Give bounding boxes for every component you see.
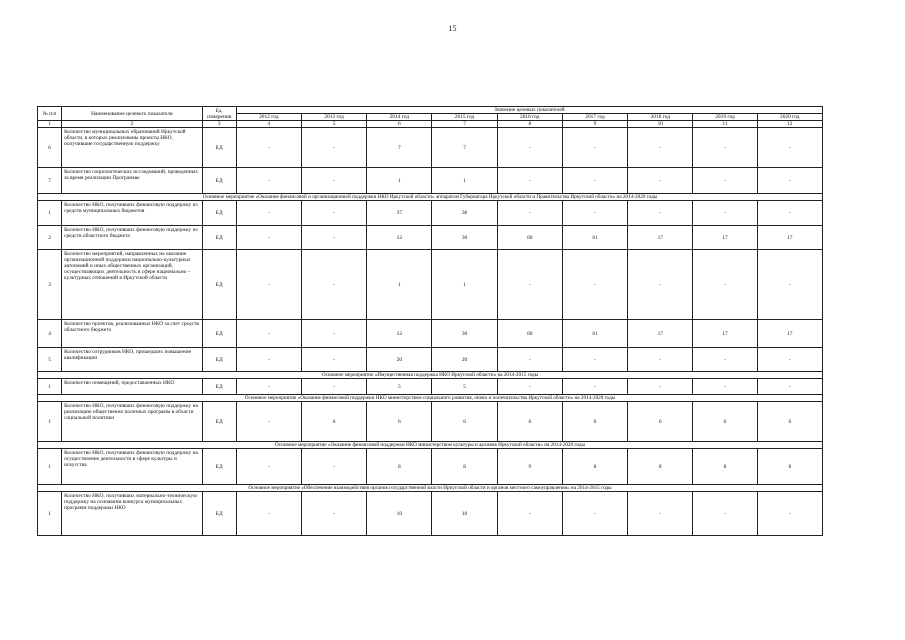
value-cell: - <box>693 492 757 536</box>
value-cell: 10 <box>432 492 497 536</box>
value-cell: 60 <box>497 320 562 348</box>
value-cell: - <box>497 250 562 320</box>
value-cell: 10 <box>367 492 432 536</box>
table-row <box>38 379 823 395</box>
value-cell: 6 <box>757 402 822 442</box>
value-cell: - <box>301 226 366 250</box>
section-row <box>38 395 823 402</box>
value-cell: - <box>236 348 301 372</box>
value-cell: - <box>497 128 562 168</box>
value-cell: 8 <box>693 449 757 485</box>
indicator-name: Количество НКО, получивших финансовую поддержку на реализацию общественно полезных программ в области социальной политики <box>62 402 203 442</box>
table-row <box>38 128 823 168</box>
header-values-title: Значение целевых показателей <box>236 107 822 114</box>
year-header-cell: 2017 год <box>562 114 627 121</box>
value-cell: - <box>628 492 693 536</box>
unit-cell: ЕД <box>202 449 236 485</box>
index-row <box>38 121 823 128</box>
row-number: 1 <box>38 492 62 536</box>
unit-cell: ЕД <box>202 492 236 536</box>
value-cell: - <box>301 379 366 395</box>
value-cell: 61 <box>562 226 627 250</box>
unit-cell: ЕД <box>202 128 236 168</box>
indicator-name: Количество НКО, получивших финансовую поддержку из средств областного бюджета <box>62 226 203 250</box>
value-cell: - <box>693 201 757 226</box>
value-cell: 17 <box>693 226 757 250</box>
value-cell: 17 <box>757 226 822 250</box>
table-row <box>38 402 823 442</box>
value-cell: - <box>628 201 693 226</box>
value-cell: - <box>562 348 627 372</box>
value-cell: 20 <box>432 348 497 372</box>
unit-cell: ЕД <box>202 379 236 395</box>
value-cell: - <box>693 250 757 320</box>
value-cell: - <box>301 449 366 485</box>
targets-table <box>37 106 823 536</box>
unit-cell: ЕД <box>202 320 236 348</box>
value-cell: - <box>757 201 822 226</box>
value-cell: 61 <box>562 320 627 348</box>
value-cell: - <box>497 492 562 536</box>
indicator-name: Количество НКО, получивших финансовую поддержку из средств муниципальных бюджетов <box>62 201 203 226</box>
value-cell: 17 <box>693 320 757 348</box>
indicator-name: Количество мероприятий, направленных на оказание организационной поддержки национально-культурных автономий и иных общественных организаций, осуществляющих деятельность в сфере национально – культурных отношений в Иркутской области <box>62 250 203 320</box>
index-cell: 8 <box>497 121 562 128</box>
index-cell: 10 <box>628 121 693 128</box>
row-number: 1 <box>38 449 62 485</box>
row-number: 2 <box>38 226 62 250</box>
value-cell: 17 <box>628 320 693 348</box>
value-cell: - <box>562 492 627 536</box>
value-cell: - <box>301 250 366 320</box>
value-cell: 17 <box>628 226 693 250</box>
table-row <box>38 226 823 250</box>
value-cell: 1 <box>367 168 432 194</box>
value-cell: - <box>757 168 822 194</box>
header-row <box>38 107 823 114</box>
section-title: Основное мероприятие «Оказание финансовой поддержки НКО министерством культуры и архивов Иркутской области» на 2014-2020 годы <box>38 442 823 449</box>
value-cell: 9 <box>497 449 562 485</box>
table-row <box>38 492 823 536</box>
indicator-name: Количество НКО, получивших финансовую поддержку на осуществление деятельности в сфере культуры и искусства <box>62 449 203 485</box>
value-cell: 38 <box>432 201 497 226</box>
row-number: 5 <box>38 348 62 372</box>
value-cell: - <box>497 348 562 372</box>
value-cell: 8 <box>432 449 497 485</box>
targets-table-container <box>37 106 823 536</box>
value-cell: 5 <box>432 379 497 395</box>
row-number: 1 <box>38 402 62 442</box>
index-cell: 5 <box>301 121 366 128</box>
value-cell: 8 <box>562 449 627 485</box>
header-name: Наименование целевого показателя <box>62 107 203 121</box>
section-row <box>38 194 823 201</box>
value-cell: 6 <box>693 402 757 442</box>
year-header-cell: 2012 год <box>236 114 301 121</box>
year-header-cell: 2019 год <box>693 114 757 121</box>
row-number: 7 <box>38 168 62 194</box>
value-cell: - <box>628 128 693 168</box>
index-cell: 9 <box>562 121 627 128</box>
row-number: 1 <box>38 379 62 395</box>
value-cell: - <box>497 168 562 194</box>
value-cell: 1 <box>432 168 497 194</box>
row-number: 1 <box>38 201 62 226</box>
unit-cell: ЕД <box>202 348 236 372</box>
value-cell: - <box>693 348 757 372</box>
unit-cell: ЕД <box>202 250 236 320</box>
section-row <box>38 442 823 449</box>
value-cell: - <box>757 379 822 395</box>
index-cell: 6 <box>367 121 432 128</box>
value-cell: - <box>628 348 693 372</box>
indicator-name: Количество проектов, реализованных НКО за счет средств областного бюджета <box>62 320 203 348</box>
year-header-cell: 2014 год <box>367 114 432 121</box>
value-cell: - <box>628 379 693 395</box>
index-cell: 4 <box>236 121 301 128</box>
value-cell: 60 <box>497 226 562 250</box>
indicator-name: Количество сотрудников НКО, прошедших повышение квалификации <box>62 348 203 372</box>
header-num: № п/п <box>38 107 62 121</box>
value-cell: - <box>693 379 757 395</box>
value-cell: - <box>236 128 301 168</box>
value-cell: - <box>301 348 366 372</box>
unit-cell: ЕД <box>202 201 236 226</box>
value-cell: 7 <box>432 128 497 168</box>
unit-cell: ЕД <box>202 226 236 250</box>
value-cell: - <box>301 128 366 168</box>
value-cell: 7 <box>367 128 432 168</box>
value-cell: 8 <box>628 449 693 485</box>
section-title: Основное мероприятие «Оказание финансовой и организационной поддержки НКО Иркутской области» аппаратом Губернатора Иркутской области и Правительства Иркутской области» на 2014-2020 годы <box>38 194 823 201</box>
value-cell: - <box>236 492 301 536</box>
year-header-cell: 2020 год <box>757 114 822 121</box>
section-title: Основное мероприятие «Оказание финансовой поддержки НКО министерством социального развития, опеки и попечительства Иркутской области» на 2014-2020 годы <box>38 395 823 402</box>
value-cell: - <box>301 201 366 226</box>
index-cell: 12 <box>757 121 822 128</box>
section-row <box>38 485 823 492</box>
row-number: 4 <box>38 320 62 348</box>
value-cell: - <box>236 402 301 442</box>
year-header-cell: 2016 год <box>497 114 562 121</box>
indicator-name: Количество муниципальных образований Иркутской области, в которых реализованы проекты НКО, получившие государственную поддержку <box>62 128 203 168</box>
value-cell: - <box>236 320 301 348</box>
unit-cell: ЕД <box>202 168 236 194</box>
header-unit: Ед. измерения <box>202 107 236 121</box>
section-title: Основное мероприятие «Имущественная поддержка НКО Иркутской области» на 2014-2015 годы <box>38 372 823 379</box>
value-cell: 6 <box>432 402 497 442</box>
value-cell: - <box>628 250 693 320</box>
value-cell: 1 <box>432 250 497 320</box>
value-cell: 6 <box>628 402 693 442</box>
value-cell: 6 <box>497 402 562 442</box>
value-cell: 1 <box>367 250 432 320</box>
table-row <box>38 201 823 226</box>
year-header-cell: 2018 год <box>628 114 693 121</box>
table-row <box>38 348 823 372</box>
section-row <box>38 372 823 379</box>
indicator-name: Количество социологических исследований, проведенных за время реализации Программы <box>62 168 203 194</box>
value-cell: - <box>497 379 562 395</box>
value-cell: 30 <box>432 320 497 348</box>
value-cell: - <box>236 201 301 226</box>
index-cell: 7 <box>432 121 497 128</box>
year-header-cell: 2013 год <box>301 114 366 121</box>
value-cell: - <box>236 379 301 395</box>
value-cell: - <box>301 492 366 536</box>
index-cell: 3 <box>202 121 236 128</box>
value-cell: - <box>757 492 822 536</box>
value-cell: 6 <box>301 402 366 442</box>
value-cell: 30 <box>432 226 497 250</box>
value-cell: - <box>562 379 627 395</box>
value-cell: - <box>562 250 627 320</box>
value-cell: 37 <box>367 201 432 226</box>
section-title: Основное мероприятие «Обеспечение взаимодействия органов государственной власти Иркутской области и органов местного самоуправления» на 2014-2015 годы <box>38 485 823 492</box>
value-cell: 5 <box>367 379 432 395</box>
value-cell: - <box>562 201 627 226</box>
unit-cell: ЕД <box>202 402 236 442</box>
value-cell: - <box>236 168 301 194</box>
value-cell: 6 <box>562 402 627 442</box>
table-row <box>38 168 823 194</box>
table-row <box>38 449 823 485</box>
value-cell: - <box>562 128 627 168</box>
indicator-name: Количество помещений, предоставленных НКО <box>62 379 203 395</box>
value-cell: 17 <box>757 320 822 348</box>
value-cell: - <box>236 250 301 320</box>
table-row <box>38 250 823 320</box>
value-cell: - <box>236 226 301 250</box>
value-cell: 12 <box>367 320 432 348</box>
value-cell: - <box>301 168 366 194</box>
year-header-cell: 2015 год <box>432 114 497 121</box>
value-cell: 12 <box>367 226 432 250</box>
row-number: 6 <box>38 128 62 168</box>
value-cell: - <box>301 320 366 348</box>
value-cell: - <box>757 348 822 372</box>
value-cell: - <box>693 168 757 194</box>
index-cell: 2 <box>62 121 203 128</box>
value-cell: 20 <box>367 348 432 372</box>
value-cell: 8 <box>367 449 432 485</box>
value-cell: - <box>562 168 627 194</box>
value-cell: - <box>497 201 562 226</box>
row-number: 3 <box>38 250 62 320</box>
value-cell: - <box>236 449 301 485</box>
index-cell: 1 <box>38 121 62 128</box>
value-cell: - <box>693 128 757 168</box>
page-number: 15 <box>448 24 457 33</box>
value-cell: 6 <box>367 402 432 442</box>
value-cell: - <box>628 168 693 194</box>
table-row <box>38 320 823 348</box>
index-cell: 11 <box>693 121 757 128</box>
value-cell: - <box>757 250 822 320</box>
value-cell: 8 <box>757 449 822 485</box>
indicator-name: Количество НКО, получивших материально-техническую поддержку на основании конкурса муниципальных программ поддержки НКО <box>62 492 203 536</box>
value-cell: - <box>757 128 822 168</box>
